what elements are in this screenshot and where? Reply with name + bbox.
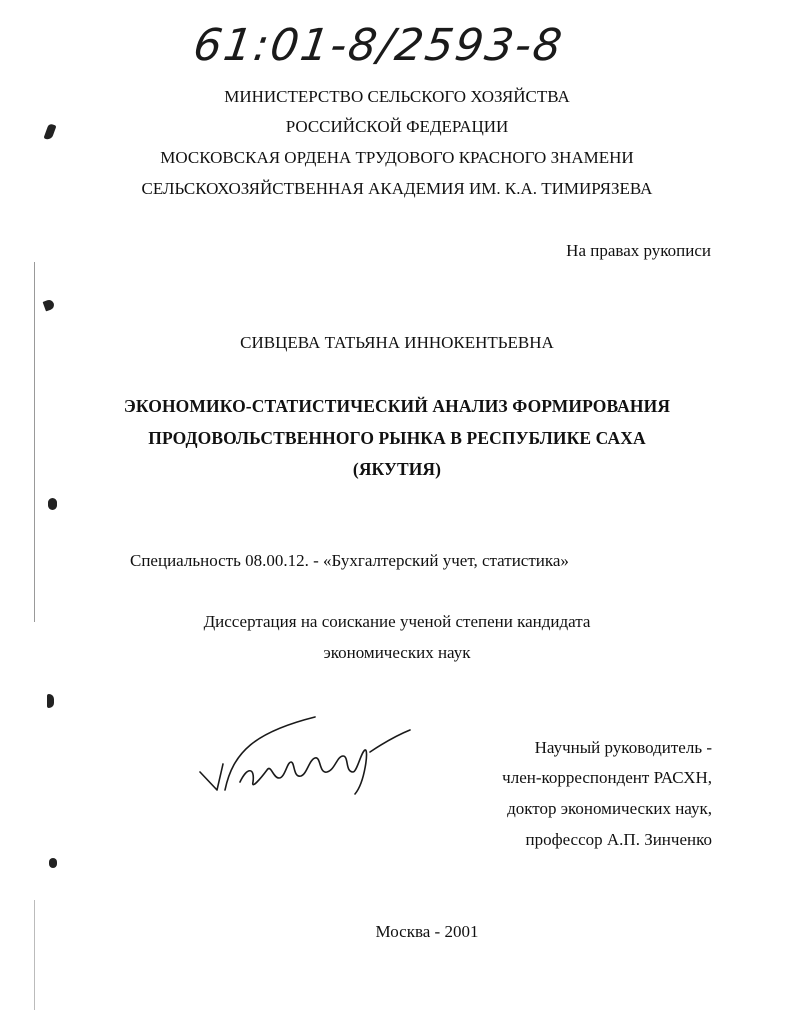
manuscript-note: На правах рукописи bbox=[566, 241, 711, 260]
institution-line: РОССИЙСКОЙ ФЕДЕРАЦИИ bbox=[285, 117, 509, 136]
scan-mark bbox=[43, 299, 56, 312]
supervisor-line: член-корреспондент РАСХН, bbox=[502, 768, 712, 787]
archive-number-text: 61:01-8/2593-8 bbox=[190, 20, 567, 71]
institution-line: МОСКОВСКАЯ ОРДЕНА ТРУДОВОГО КРАСНОГО ЗНАМЕНИ bbox=[160, 148, 634, 167]
author-name: СИВЦЕВА ТАТЬЯНА ИННОКЕНТЬЕВНА bbox=[240, 333, 554, 352]
author-signature bbox=[195, 712, 415, 802]
city-year: Москва - 2001 bbox=[375, 922, 479, 941]
institution-line: МИНИСТЕРСТВО СЕЛЬСКОГО ХОЗЯЙСТВА bbox=[224, 87, 570, 106]
degree-line: Диссертация на соискание ученой степени кандидата bbox=[203, 612, 591, 631]
scan-mark bbox=[49, 858, 57, 868]
institution-line: СЕЛЬСКОХОЗЯЙСТВЕННАЯ АКАДЕМИЯ ИМ. К.А. ТИМИРЯЗЕВА bbox=[141, 179, 653, 198]
handwritten-archive-number bbox=[190, 2, 590, 82]
degree-line: экономических наук bbox=[323, 643, 471, 662]
scan-mark bbox=[48, 498, 57, 510]
specialty: Специальность 08.00.12. - «Бухгалтерский учет, статистика» bbox=[130, 551, 569, 570]
scan-mark bbox=[47, 694, 54, 708]
supervisor-line: профессор А.П. Зинченко bbox=[525, 830, 712, 849]
dissertation-title-line: ЭКОНОМИКО-СТАТИСТИЧЕСКИЙ АНАЛИЗ ФОРМИРОВАНИЯ bbox=[123, 396, 671, 416]
supervisor-line: Научный руководитель - bbox=[534, 738, 712, 757]
dissertation-title-line: (ЯКУТИЯ) bbox=[352, 459, 442, 479]
scan-margin-line bbox=[34, 900, 35, 1010]
dissertation-title-line: ПРОДОВОЛЬСТВЕННОГО РЫНКА В РЕСПУБЛИКЕ САХА bbox=[148, 428, 646, 448]
supervisor-line: доктор экономических наук, bbox=[507, 799, 712, 818]
